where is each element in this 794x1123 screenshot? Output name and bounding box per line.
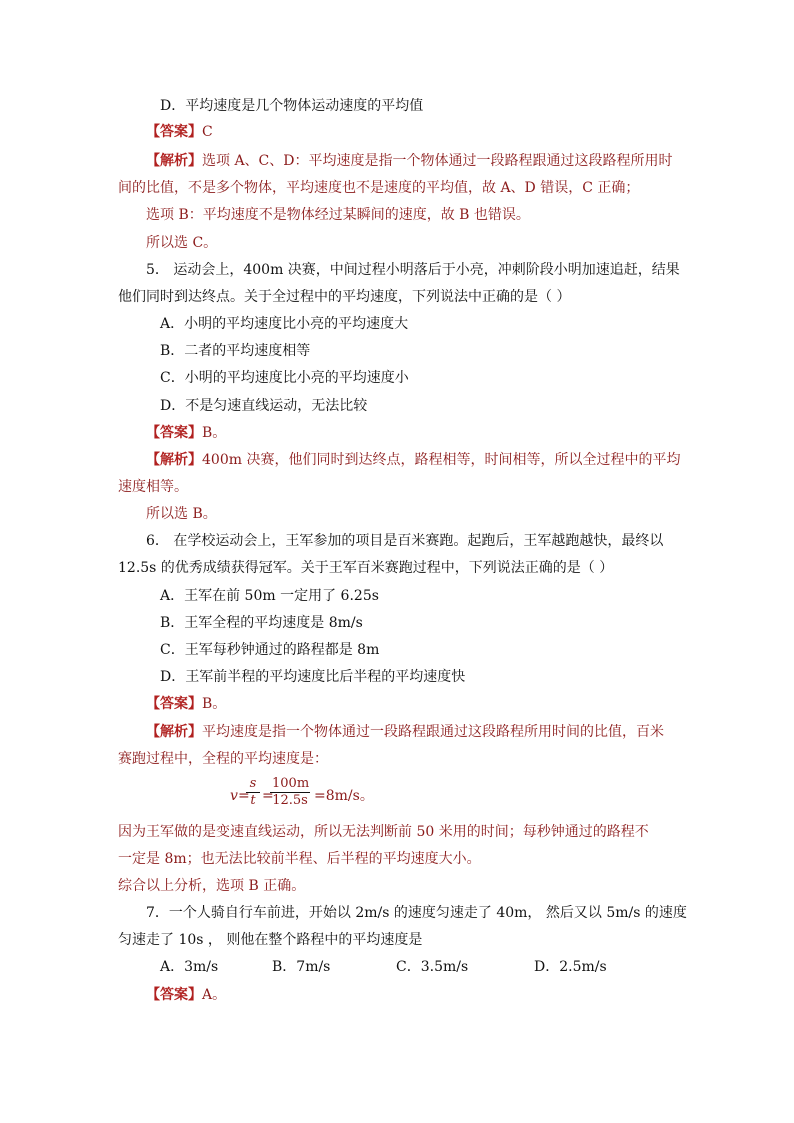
question-7: 7．一个人骑自行车前进，开始以 2m/s 的速度匀速走了 40m， 然后又以 5m/s 的速度 [146,905,687,921]
answer-tag: 【答案】 [146,696,202,712]
answer-value: A。 [202,987,227,1003]
question-5: 5． 运动会上，400m 决赛，中间过程小明落后于小亮，冲刺阶段小明加速追赶，结果 [146,262,680,278]
option-c-q5: C．小明的平均速度比小亮的平均速度小 [160,370,409,386]
answer-value: B。 [202,425,227,441]
option-a-q7: A．3m/s [160,959,219,975]
option-b-q6: B．王军全程的平均速度是 8m/s [160,615,363,631]
option-d-q7: D．2.5m/s [534,959,607,975]
analysis-line-q5 [146,450,680,470]
answer-value: C [202,124,213,140]
analysis-line-q6 [146,722,664,742]
analysis-text: 赛跑过程中，全程的平均速度是： [118,751,328,767]
option-d-q4: D．平均速度是几个物体运动速度的平均值 [160,98,424,114]
formula-equals: = [238,788,250,804]
formula-fraction-s-t [246,776,260,809]
analysis-text: 所以选 C。 [146,235,218,251]
answer-tag: 【答案】 [146,987,202,1003]
fraction-numerator: s [246,776,260,793]
option-c-q6: C．王军每秒钟通过的路程都是 8m [160,642,380,658]
answer-tag: 【答案】 [146,425,202,441]
analysis-line-q4 [146,151,673,171]
question-5-cont: 他们同时到达终点。关于全过程中的平均速度，下列说法中正确的是（ ） [118,289,571,305]
analysis-text: 速度相等。 [118,479,188,495]
option-d-q6: D．王军前半程的平均速度比后半程的平均速度快 [160,669,466,685]
analysis-text: 因为王军做的是变速直线运动，所以无法判断前 50 米用的时间；每秒钟通过的路程不 [118,824,649,840]
answer-value: B。 [202,696,227,712]
analysis-text: 选项 A、C、D：平均速度是指一个物体通过一段路程跟通过这段路程所用时 [202,153,673,169]
option-b-q7: B．7m/s [272,959,331,975]
option-a-q6: A．王军在前 50m 一定用了 6.25s [160,588,379,604]
analysis-text: 综合以上分析，选项 B 正确。 [118,878,306,894]
fraction-denominator: 12.5s [272,793,308,808]
answer-line-q6 [146,694,226,714]
formula-fraction-values [270,776,310,809]
question-6-cont: 12.5s 的优秀成绩获得冠军。关于王军百米赛跑过程中，下列说法正确的是（ ） [118,560,614,576]
answer-line-q4 [146,122,213,142]
formula-equals: = [262,788,274,804]
answer-line-q7 [146,985,226,1005]
analysis-text: 一定是 8m；也无法比较前半程、后半程的平均速度大小。 [118,851,481,867]
analysis-tag: 【解析】 [146,724,202,740]
formula-v: v [230,788,238,804]
option-c-q7: C．3.5m/s [396,959,469,975]
analysis-text: 所以选 B。 [146,506,217,522]
fraction-numerator: 100m [272,776,310,791]
option-d-q5: D．不是匀速直线运动，无法比较 [160,398,368,414]
analysis-text: 平均速度是指一个物体通过一段路程跟通过这段路程所用时间的比值，百米 [202,724,664,740]
analysis-text: 400m 决赛，他们同时到达终点，路程相等，时间相等，所以全过程中的平均 [202,452,681,468]
question-6: 6． 在学校运动会上，王军参加的项目是百米赛跑。起跑后，王军越跑越快，最终以 [146,533,664,549]
answer-line-q5 [146,423,226,443]
formula-result: =8m/s。 [314,788,374,804]
option-a-q5: A．小明的平均速度比小亮的平均速度大 [160,316,409,332]
answer-tag: 【答案】 [146,124,202,140]
analysis-tag: 【解析】 [146,452,202,468]
analysis-text: 选项 B：平均速度不是物体经过某瞬间的速度，故 B 也错误。 [146,207,530,223]
fraction-denominator: t [250,793,256,808]
question-7-cont: 匀速走了 10s ， 则他在整个路程中的平均速度是 [118,932,423,948]
option-b-q5: B．二者的平均速度相等 [160,343,311,359]
analysis-tag: 【解析】 [146,153,202,169]
analysis-text: 间的比值，不是多个物体，平均速度也不是速度的平均值，故 A、D 错误，C 正确； [118,180,640,196]
